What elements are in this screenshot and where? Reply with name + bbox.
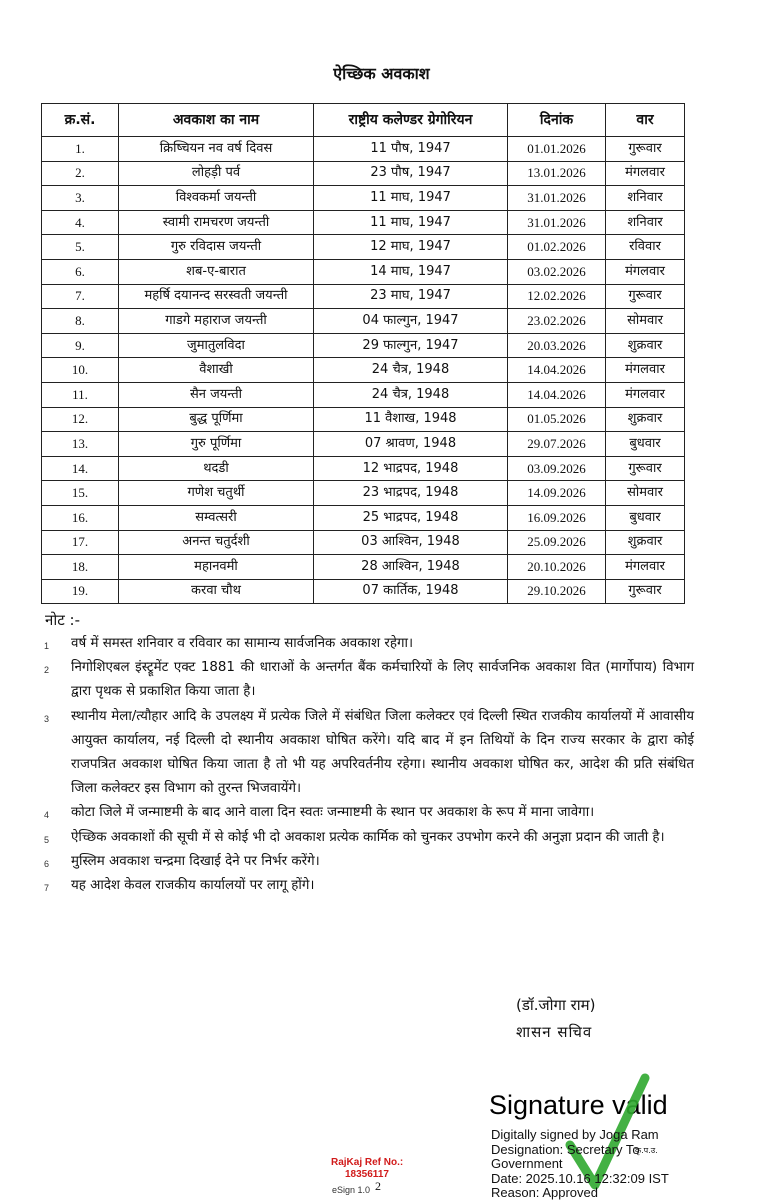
cell-serial: 7. — [42, 284, 119, 309]
cell-day: मंगलवार — [606, 259, 685, 284]
cell-date: 31.01.2026 — [508, 210, 606, 235]
signature-designation: Designation: Secretary To — [491, 1141, 640, 1157]
cell-date: 01.05.2026 — [508, 407, 606, 432]
cell-national-date: 24 चैत्र, 1948 — [314, 382, 508, 407]
cell-national-date: 03 आश्विन, 1948 — [314, 530, 508, 555]
note-number: 5 — [44, 834, 50, 845]
cell-serial: 6. — [42, 259, 119, 284]
cell-serial: 2. — [42, 161, 119, 186]
esign-version: eSign 1.0 — [332, 1185, 371, 1195]
cell-day: सोमवार — [606, 481, 685, 506]
table-row — [42, 358, 685, 383]
cell-date: 01.02.2026 — [508, 235, 606, 260]
signature-signed-by: Digitally signed by Joga Ram — [491, 1127, 659, 1142]
cell-national-date: 07 कार्तिक, 1948 — [314, 579, 508, 604]
header-serial: क्र.सं. — [42, 104, 119, 137]
cell-date: 20.03.2026 — [508, 333, 606, 358]
cell-national-date: 04 फाल्गुन, 1947 — [314, 309, 508, 334]
cell-holiday-name: सैन जयन्ती — [119, 382, 314, 407]
cell-holiday-name: गुरु रविदास जयन्ती — [119, 235, 314, 260]
cell-date: 01.01.2026 — [508, 137, 606, 162]
cell-national-date: 28 आश्विन, 1948 — [314, 555, 508, 580]
cell-serial: 18. — [42, 555, 119, 580]
cell-national-date: 11 माघ, 1947 — [314, 186, 508, 211]
table-row — [42, 333, 685, 358]
note-number: 1 — [44, 641, 50, 651]
rajkaj-ref-number: 18356117 — [345, 1169, 389, 1180]
cell-day: सोमवार — [606, 309, 685, 334]
cell-date: 23.02.2026 — [508, 309, 606, 334]
cell-holiday-name: सम्वत्सरी — [119, 505, 314, 530]
table-row — [42, 407, 685, 432]
cell-date: 14.04.2026 — [508, 358, 606, 383]
signatory-name: (डॉ.जोगा राम) — [516, 996, 596, 1014]
cell-holiday-name: क्रिष्चियन नव वर्ष दिवस — [119, 137, 314, 162]
table-row — [42, 505, 685, 530]
cell-day: शुक्रवार — [606, 333, 685, 358]
cell-day: शनिवार — [606, 186, 685, 211]
cell-day: शुक्रवार — [606, 530, 685, 555]
cell-serial: 13. — [42, 432, 119, 457]
signature-mark: कृ.प.उ. — [635, 1146, 658, 1155]
cell-serial: 4. — [42, 210, 119, 235]
table-row — [42, 432, 685, 457]
signature-status: Signature valid — [489, 1090, 668, 1120]
cell-serial: 19. — [42, 579, 119, 604]
cell-day: शुक्रवार — [606, 407, 685, 432]
signature-date: Date: 2025.10.16 12:32:09 IST — [491, 1170, 669, 1186]
cell-serial: 1. — [42, 137, 119, 162]
cell-date: 03.09.2026 — [508, 456, 606, 481]
cell-national-date: 24 चैत्र, 1948 — [314, 358, 508, 383]
note-text: ऐच्छिक अवकाशों की सूची में से कोई भी दो अवकाश प्रत्येक कार्मिक को चुनकर उपभोग करने की अनुज्ञा प्रदान की जाती है। — [71, 829, 665, 845]
table-row — [42, 456, 685, 481]
cell-national-date: 23 भाद्रपद, 1948 — [314, 481, 508, 506]
table-row — [42, 382, 685, 407]
cell-holiday-name: लोहड़ी पर्व — [119, 161, 314, 186]
cell-holiday-name: स्वामी रामचरण जयन्ती — [119, 210, 314, 235]
note-item — [44, 705, 694, 802]
cell-day: मंगलवार — [606, 161, 685, 186]
table-header-row — [42, 104, 685, 137]
cell-national-date: 14 माघ, 1947 — [314, 259, 508, 284]
cell-national-date: 29 फाल्गुन, 1947 — [314, 333, 508, 358]
cell-national-date: 12 माघ, 1947 — [314, 235, 508, 260]
cell-serial: 14. — [42, 456, 119, 481]
cell-date: 16.09.2026 — [508, 505, 606, 530]
cell-national-date: 11 माघ, 1947 — [314, 210, 508, 235]
holiday-table — [41, 103, 685, 604]
cell-serial: 17. — [42, 530, 119, 555]
note-number: 4 — [44, 810, 50, 821]
cell-day: गुरूवार — [606, 579, 685, 604]
cell-day: मंगलवार — [606, 555, 685, 580]
cell-date: 14.04.2026 — [508, 382, 606, 407]
table-row — [42, 309, 685, 334]
table-row — [42, 284, 685, 309]
cell-national-date: 11 पौष, 1947 — [314, 137, 508, 162]
note-item — [44, 850, 694, 874]
table-row — [42, 530, 685, 555]
table-row — [42, 137, 685, 162]
cell-holiday-name: करवा चौथ — [119, 579, 314, 604]
cell-date: 03.02.2026 — [508, 259, 606, 284]
table-row — [42, 259, 685, 284]
table-row — [42, 555, 685, 580]
notes-title: नोट :- — [45, 611, 81, 629]
table-row — [42, 210, 685, 235]
signature-details — [491, 1128, 763, 1201]
page-number: 2 — [375, 1179, 381, 1193]
note-text: मुस्लिम अवकाश चन्द्रमा दिखाई देने पर निर्भर करेंगे। — [71, 853, 320, 869]
cell-national-date: 07 श्रावण, 1948 — [314, 432, 508, 457]
note-number: 3 — [44, 713, 50, 724]
header-holiday-name: अवकाश का नाम — [119, 104, 314, 137]
cell-serial: 15. — [42, 481, 119, 506]
table-row — [42, 161, 685, 186]
cell-day: गुरूवार — [606, 137, 685, 162]
note-text: कोटा जिले में जन्माष्टमी के बाद आने वाला दिन स्वतः जन्माष्टमी के स्थान पर अवकाश के रूप में माना जावेगा। — [71, 805, 595, 821]
cell-day: गुरूवार — [606, 284, 685, 309]
cell-national-date: 12 भाद्रपद, 1948 — [314, 456, 508, 481]
note-number: 7 — [44, 883, 50, 894]
cell-holiday-name: बुद्ध पूर्णिमा — [119, 407, 314, 432]
cell-serial: 11. — [42, 382, 119, 407]
header-national-calendar: राष्ट्रीय कलेण्डर ग्रेगोरियन — [314, 104, 508, 137]
header-date: दिनांक — [508, 104, 606, 137]
cell-date: 14.09.2026 — [508, 481, 606, 506]
cell-holiday-name: गाडगे महाराज जयन्ती — [119, 309, 314, 334]
cell-national-date: 11 वैशाख, 1948 — [314, 407, 508, 432]
cell-serial: 10. — [42, 358, 119, 383]
cell-date: 29.10.2026 — [508, 579, 606, 604]
cell-day: मंगलवार — [606, 358, 685, 383]
rajkaj-ref-label: RajKaj Ref No.: — [331, 1157, 404, 1168]
cell-holiday-name: वैशाखी — [119, 358, 314, 383]
cell-national-date: 23 माघ, 1947 — [314, 284, 508, 309]
cell-day: शनिवार — [606, 210, 685, 235]
table-row — [42, 481, 685, 506]
table-row — [42, 579, 685, 604]
cell-day: बुधवार — [606, 505, 685, 530]
cell-serial: 16. — [42, 505, 119, 530]
cell-date: 20.10.2026 — [508, 555, 606, 580]
note-number: 6 — [44, 858, 50, 869]
signatory-designation: शासन सचिव — [516, 1023, 593, 1041]
cell-holiday-name: विश्वकर्मा जयन्ती — [119, 186, 314, 211]
header-day: वार — [606, 104, 685, 137]
note-item — [44, 632, 694, 656]
cell-serial: 8. — [42, 309, 119, 334]
cell-date: 12.02.2026 — [508, 284, 606, 309]
cell-holiday-name: जुमातुलविदा — [119, 333, 314, 358]
note-text: यह आदेश केवल राजकीय कार्यालयों पर लागू होंगे। — [71, 878, 315, 894]
note-text: स्थानीय मेला/त्यौहार आदि के उपलक्ष्य में प्रत्येक जिले में संबंधित जिला कलेक्टर एवं दिल्ली स्थित राजकीय कार्यालयों में आवासीय आयुक्त कार्यालय, नई दिल्ली दो स्थानीय अवकाश घोषित करेंगे। यदि बाद में इन तिथियों के दिन राज्य सरकार के द्वारा कोई राजपत्रित अवकाश घोषित किया जाता है तो भी यह अपरिवर्तनीय रहेगा। स्थानीय अवकाश घोषित कर, आदेश की प्रति संबंधित जिला कलेक्टर इस विभाग को तुरन्त भिजवायेंगे। — [71, 708, 694, 797]
note-item — [44, 826, 694, 850]
note-item — [44, 656, 694, 704]
cell-holiday-name: महानवमी — [119, 555, 314, 580]
cell-holiday-name: शब-ए-बारात — [119, 259, 314, 284]
note-text: निगोशिएबल इंस्ट्रूमेंट एक्ट 1881 की धाराओं के अन्तर्गत बैंक कर्मचारियों के लिए सार्वजनिक अवकाश वित (मार्गोपाय) विभाग द्वारा पृथक से प्रकाशित किया जाता है। — [71, 660, 694, 700]
cell-date: 25.09.2026 — [508, 530, 606, 555]
cell-serial: 12. — [42, 407, 119, 432]
cell-day: मंगलवार — [606, 382, 685, 407]
notes-list — [44, 632, 694, 898]
cell-day: रविवार — [606, 235, 685, 260]
table-row — [42, 186, 685, 211]
note-text: वर्ष में समस्त शनिवार व रविवार का सामान्य सार्वजनिक अवकाश रहेगा। — [71, 636, 414, 651]
cell-serial: 3. — [42, 186, 119, 211]
cell-serial: 9. — [42, 333, 119, 358]
cell-day: बुधवार — [606, 432, 685, 457]
cell-national-date: 25 भाद्रपद, 1948 — [314, 505, 508, 530]
cell-date: 29.07.2026 — [508, 432, 606, 457]
cell-day: गुरूवार — [606, 456, 685, 481]
cell-holiday-name: गुरु पूर्णिमा — [119, 432, 314, 457]
cell-holiday-name: महर्षि दयानन्द सरस्वती जयन्ती — [119, 284, 314, 309]
cell-national-date: 23 पौष, 1947 — [314, 161, 508, 186]
note-item — [44, 874, 694, 898]
cell-serial: 5. — [42, 235, 119, 260]
cell-holiday-name: थदडी — [119, 456, 314, 481]
signature-designation-cont: Government — [491, 1156, 563, 1171]
cell-date: 31.01.2026 — [508, 186, 606, 211]
table-row — [42, 235, 685, 260]
cell-holiday-name: गणेश चतुर्थी — [119, 481, 314, 506]
cell-date: 13.01.2026 — [508, 161, 606, 186]
signature-reason: Reason: Approved — [491, 1185, 598, 1200]
cell-holiday-name: अनन्त चतुर्दशी — [119, 530, 314, 555]
note-item — [44, 801, 694, 825]
document-title: ऐच्छिक अवकाश — [333, 64, 430, 83]
note-number: 2 — [44, 665, 50, 676]
